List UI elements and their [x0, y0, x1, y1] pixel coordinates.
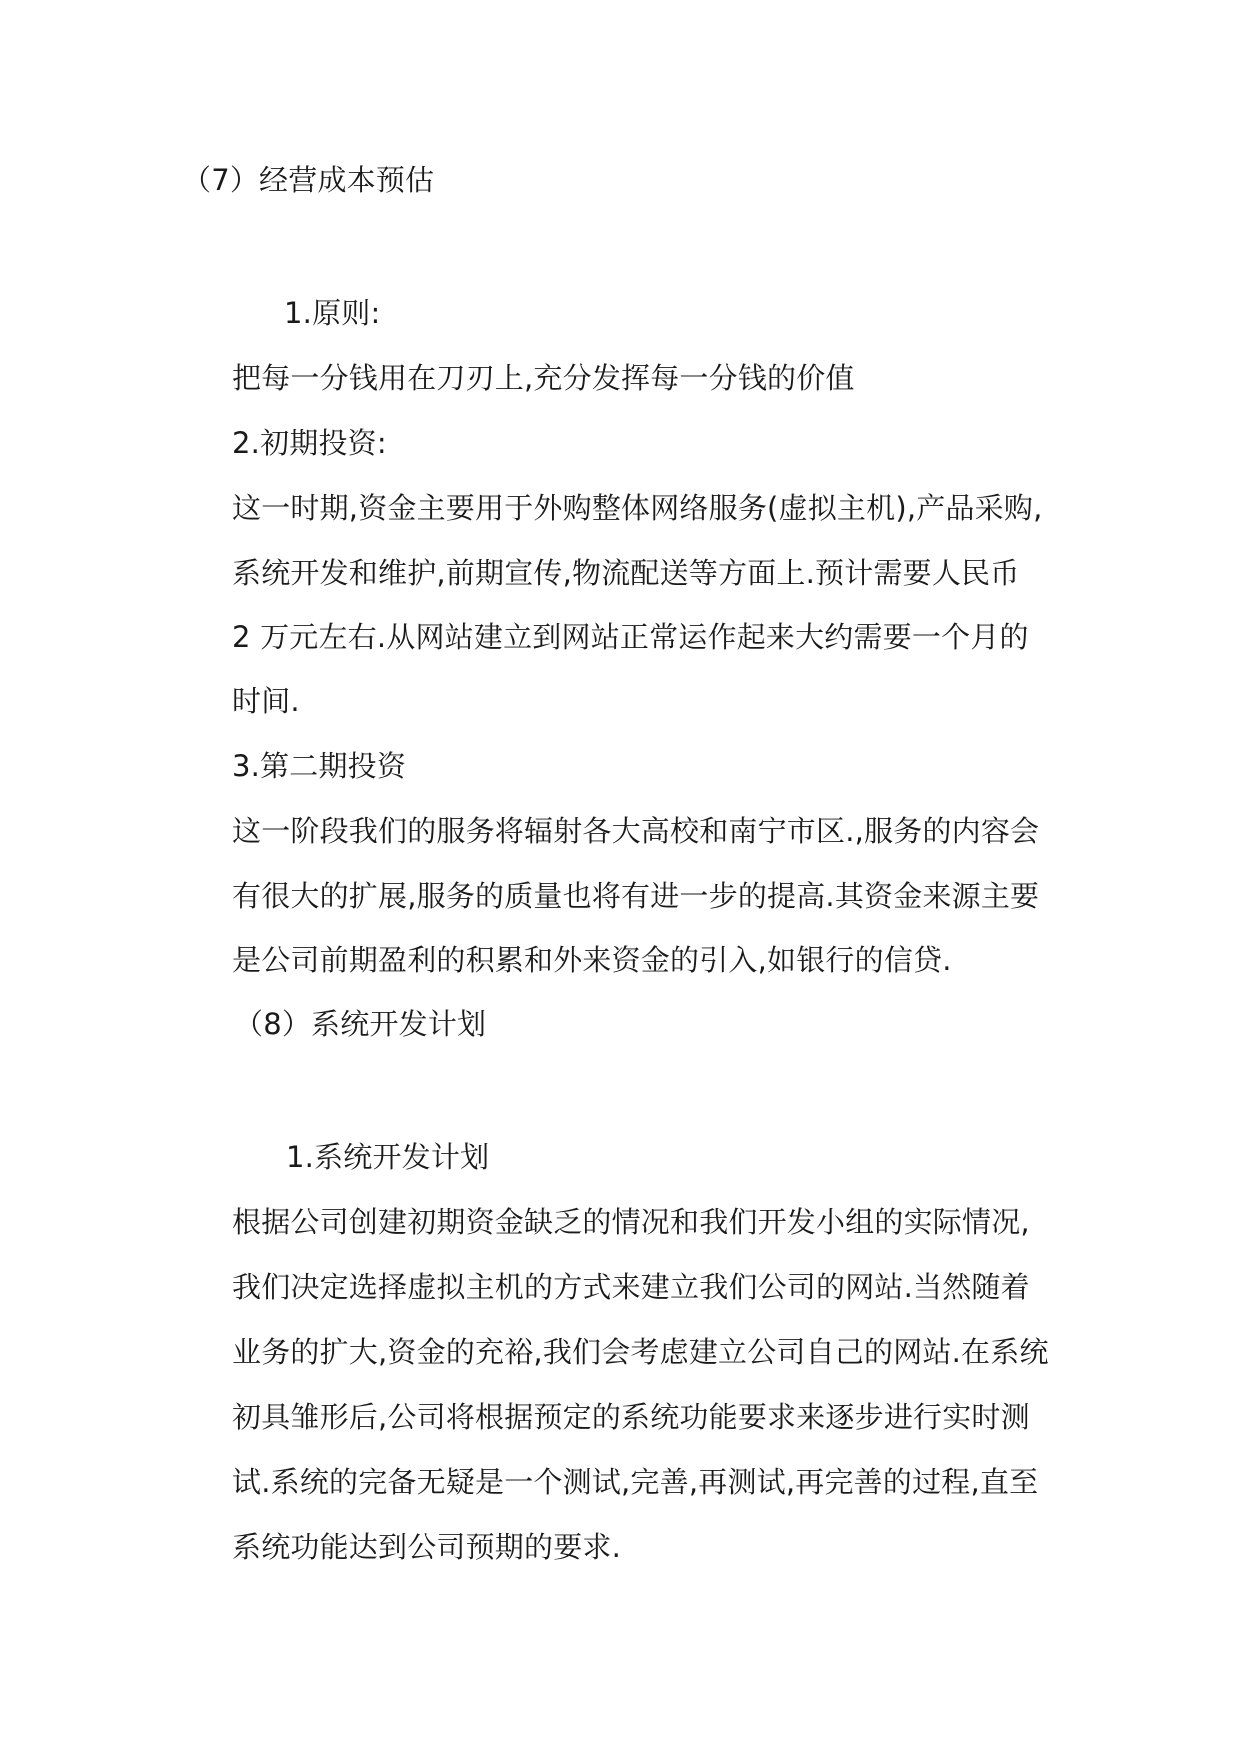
- section-7-item-2-body-line: 这一时期,资金主要用于外购整体网络服务(虚拟主机),产品采购,: [232, 491, 1043, 525]
- section-7-item-1-body-line: 把每一分钱用在刀刃上,充分发挥每一分钱的价值: [232, 361, 855, 395]
- section-7-item-2-body-line: 2 万元左右.从网站建立到网站正常运作起来大约需要一个月的: [232, 620, 1029, 654]
- section-8-item-1-body-line: 业务的扩大,资金的充裕,我们会考虑建立公司自己的网站.在系统: [232, 1335, 1049, 1369]
- section-8-item-1-body-line: 初具雏形后,公司将根据预定的系统功能要求来逐步进行实时测: [232, 1400, 1030, 1434]
- section-7-item-3-body-line: 有很大的扩展,服务的质量也将有进一步的提高.其资金来源主要: [232, 879, 1040, 913]
- section-8-item-1-body-line: 根据公司创建初期资金缺乏的情况和我们开发小组的实际情况,: [232, 1205, 1030, 1239]
- section-8-item-1-body-line: 我们决定选择虚拟主机的方式来建立我们公司的网站.当然随着: [232, 1270, 1030, 1304]
- section-8-item-1-body-line: 系统功能达到公司预期的要求.: [232, 1530, 622, 1564]
- section-7-item-2-body-line: 系统开发和维护,前期宣传,物流配送等方面上.预计需要人民币: [232, 556, 1020, 590]
- section-7-item-3-body-line: 这一阶段我们的服务将辐射各大高校和南宁市区.,服务的内容会: [232, 814, 1040, 848]
- section-7-item-2-title: 2.初期投资:: [232, 426, 387, 460]
- section-7-item-2-body-line: 时间.: [232, 684, 300, 718]
- section-7-item-3-title: 3.第二期投资: [232, 749, 407, 783]
- section-7-item-3-body-line: 是公司前期盈利的积累和外来资金的引入,如银行的信贷.: [232, 943, 952, 977]
- section-8-item-1-body-line: 试.系统的完备无疑是一个测试,完善,再测试,再完善的过程,直至: [232, 1465, 1039, 1499]
- section-7-item-1-title: 1.原则:: [284, 296, 381, 330]
- section-7-heading: （7）经营成本预估: [182, 163, 435, 197]
- section-8-heading: （8）系统开发计划: [234, 1007, 487, 1041]
- section-8-item-1-title: 1.系统开发计划: [286, 1140, 490, 1174]
